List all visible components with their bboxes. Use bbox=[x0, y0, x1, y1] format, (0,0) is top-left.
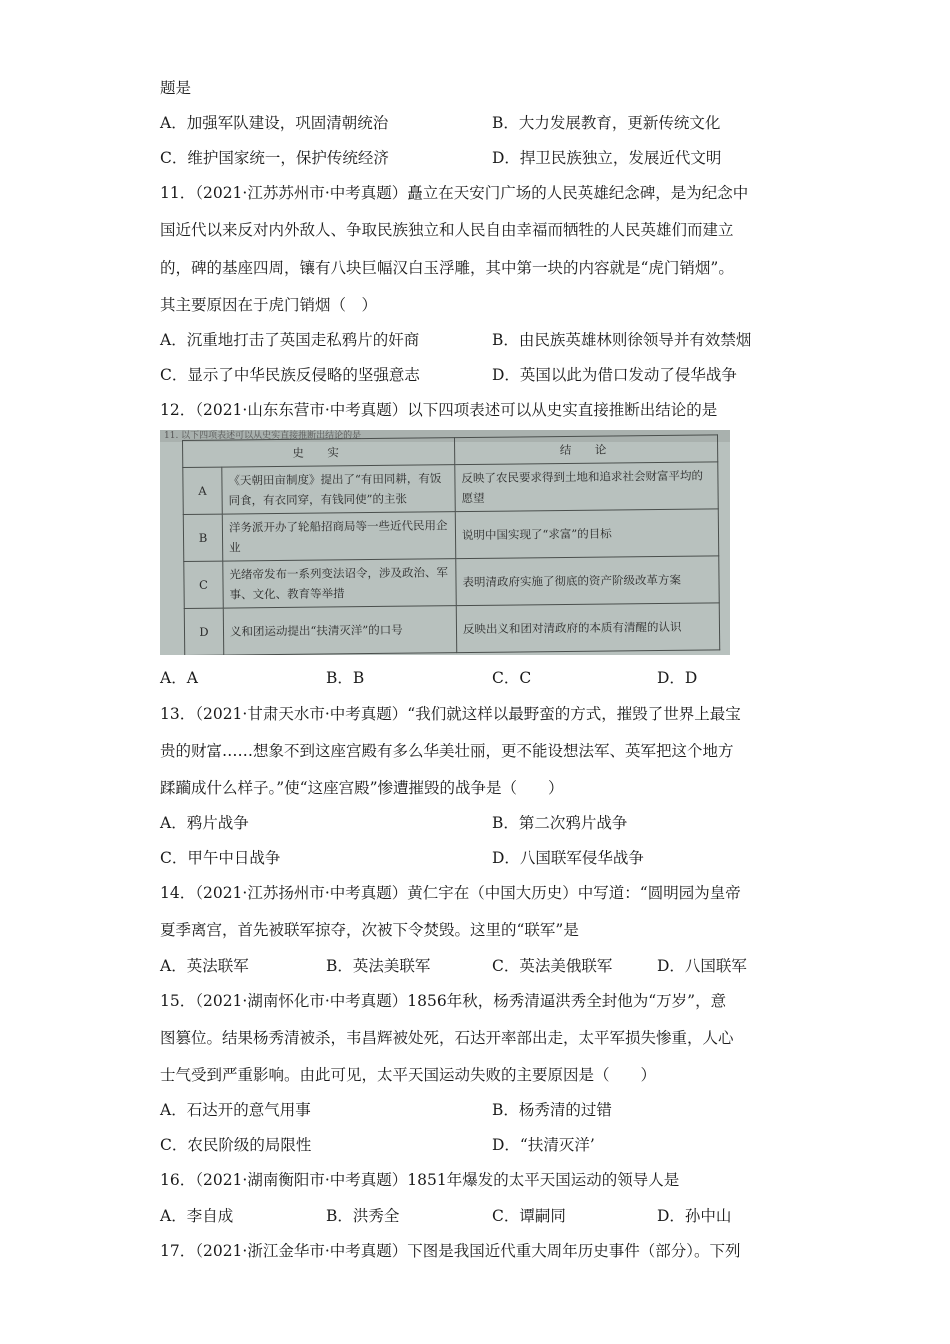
fact-cell: 光绪帝发布一系列变法诏令，涉及政治、军事、文化、教育等举措 bbox=[223, 559, 456, 608]
question-17-stem: 17．（2021·浙江金华市·中考真题）下图是我国近代重大周年历史事件（部分）。下列 bbox=[160, 1242, 741, 1260]
question-11-stem: 11．（2021·江苏苏州市·中考真题）矗立在天安门广场的人民英雄纪念碑，是为纪念中 bbox=[160, 184, 749, 202]
conclusion-cell: 反映了农民要求得到土地和追求社会财富平均的愿望 bbox=[455, 462, 718, 512]
table-header-conclusion: 结 论 bbox=[454, 435, 717, 465]
text-line: 的，碑的基座四周，镶有八块巨幅汉白玉浮雕，其中第一块的内容就是“虎门销烟”。 bbox=[160, 259, 734, 277]
text-line: 国近代以来反对内外敌人、争取民族独立和人民自由幸福而牺牲的人民英雄们而建立 bbox=[160, 221, 734, 239]
option-c: C．甲午中日战争 bbox=[160, 849, 281, 867]
option-d: D．英国以此为借口发动了侵华战争 bbox=[492, 366, 737, 384]
option-c: C．C bbox=[492, 669, 532, 687]
option-a: A．李自成 bbox=[160, 1207, 234, 1225]
row-label: D bbox=[184, 608, 223, 655]
option-b: B．第二次鸦片战争 bbox=[492, 814, 628, 832]
text-line: 其主要原因在于虎门销烟（ ） bbox=[160, 296, 378, 314]
option-b: B．洪秀全 bbox=[326, 1207, 400, 1225]
text-line: 士气受到严重影响。由此可见，太平天国运动失败的主要原因是（ ） bbox=[160, 1066, 657, 1084]
option-d: D．“扶清灭洋’ bbox=[492, 1136, 595, 1154]
question-14-stem: 14．（2021·江苏扬州市·中考真题）黄仁宇在（中国大历史）中写道：“圆明园为皇帝 bbox=[160, 884, 741, 902]
question-15-stem: 15．（2021·湖南怀化市·中考真题）1856年秋，杨秀清逼洪秀全封他为“万岁”，意 bbox=[160, 992, 727, 1010]
conclusion-cell: 表明清政府实施了彻底的资产阶级改革方案 bbox=[456, 556, 719, 606]
question-12-stem: 12．（2021·山东东营市·中考真题）以下四项表述可以从史实直接推断出结论的是 bbox=[160, 401, 718, 419]
text-line: 夏季离宫，首先被联军掠夺，次被下令焚毁。这里的“联军”是 bbox=[160, 921, 579, 939]
text-line: 蹂躏成什么样子。”使“这座宫殿”惨遭摧毁的战争是（ ） bbox=[160, 779, 564, 797]
text-line: 题是 bbox=[160, 79, 192, 97]
option-a: A．鸦片战争 bbox=[160, 814, 249, 832]
text-line: 贵的财富……想象不到这座宫殿有多么华美壮丽，更不能设想法军、英军把这个地方 bbox=[160, 742, 734, 760]
option-a: A．加强军队建设，巩固清朝统治 bbox=[160, 114, 389, 132]
row-label: B bbox=[183, 514, 222, 561]
conclusion-cell: 说明中国实现了“求富”的目标 bbox=[455, 509, 718, 559]
table-row bbox=[184, 556, 719, 609]
table-row bbox=[184, 603, 719, 655]
fact-cell: 义和团运动提出“扶清灭洋”的口号 bbox=[223, 606, 456, 655]
row-label: A bbox=[183, 467, 222, 514]
option-b: B．大力发展教育，更新传统文化 bbox=[492, 114, 721, 132]
option-c: C．维护国家统一，保护传统经济 bbox=[160, 149, 389, 167]
option-b: B．杨秀清的过错 bbox=[492, 1101, 612, 1119]
table-caption: 11. 以下四项表述可以从史实直接推断出结论的是 bbox=[160, 430, 730, 442]
option-a: A．沉重地打击了英国走私鸦片的奸商 bbox=[160, 331, 420, 349]
option-b: B．由民族英雄林则徐领导并有效禁烟 bbox=[492, 331, 752, 349]
history-table bbox=[182, 434, 720, 655]
option-a: A．英法联军 bbox=[160, 957, 249, 975]
option-b: B．英法美联军 bbox=[326, 957, 431, 975]
option-c: C．英法美俄联军 bbox=[492, 957, 613, 975]
table-header-fact: 史 实 bbox=[183, 438, 455, 468]
option-d: D．孙中山 bbox=[657, 1207, 732, 1225]
question-13-stem: 13．（2021·甘肃天水市·中考真题）“我们就这样以最野蛮的方式，摧毁了世界上最宝 bbox=[160, 705, 741, 723]
question-16-stem: 16．（2021·湖南衡阳市·中考真题）1851年爆发的太平天国运动的领导人是 bbox=[160, 1171, 680, 1189]
option-d: D．八国联军 bbox=[657, 957, 747, 975]
fact-cell: 洋务派开办了轮船招商局等一些近代民用企业 bbox=[222, 512, 455, 561]
option-c: C．农民阶级的局限性 bbox=[160, 1136, 312, 1154]
option-b: B．B bbox=[326, 669, 365, 687]
option-c: C．显示了中华民族反侵略的坚强意志 bbox=[160, 366, 420, 384]
option-a: A．石达开的意气用事 bbox=[160, 1101, 311, 1119]
option-d: D．D bbox=[657, 669, 698, 687]
option-d: D．捍卫民族独立，发展近代文明 bbox=[492, 149, 722, 167]
option-d: D．八国联军侵华战争 bbox=[492, 849, 644, 867]
table-photo bbox=[160, 430, 730, 655]
option-a: A．A bbox=[160, 669, 198, 687]
fact-cell: 《天朝田亩制度》提出了“有田同耕，有饭同食，有衣同穿，有钱同使”的主张 bbox=[222, 465, 455, 514]
table-row bbox=[183, 509, 718, 562]
option-c: C．谭嗣同 bbox=[492, 1207, 566, 1225]
text-line: 图篡位。结果杨秀清被杀，韦昌辉被处死，石达开率部出走，太平军损失惨重，人心 bbox=[160, 1029, 734, 1047]
conclusion-cell: 反映出义和团对清政府的本质有清醒的认识 bbox=[456, 603, 719, 653]
row-label: C bbox=[184, 561, 223, 608]
table-row bbox=[183, 462, 718, 515]
